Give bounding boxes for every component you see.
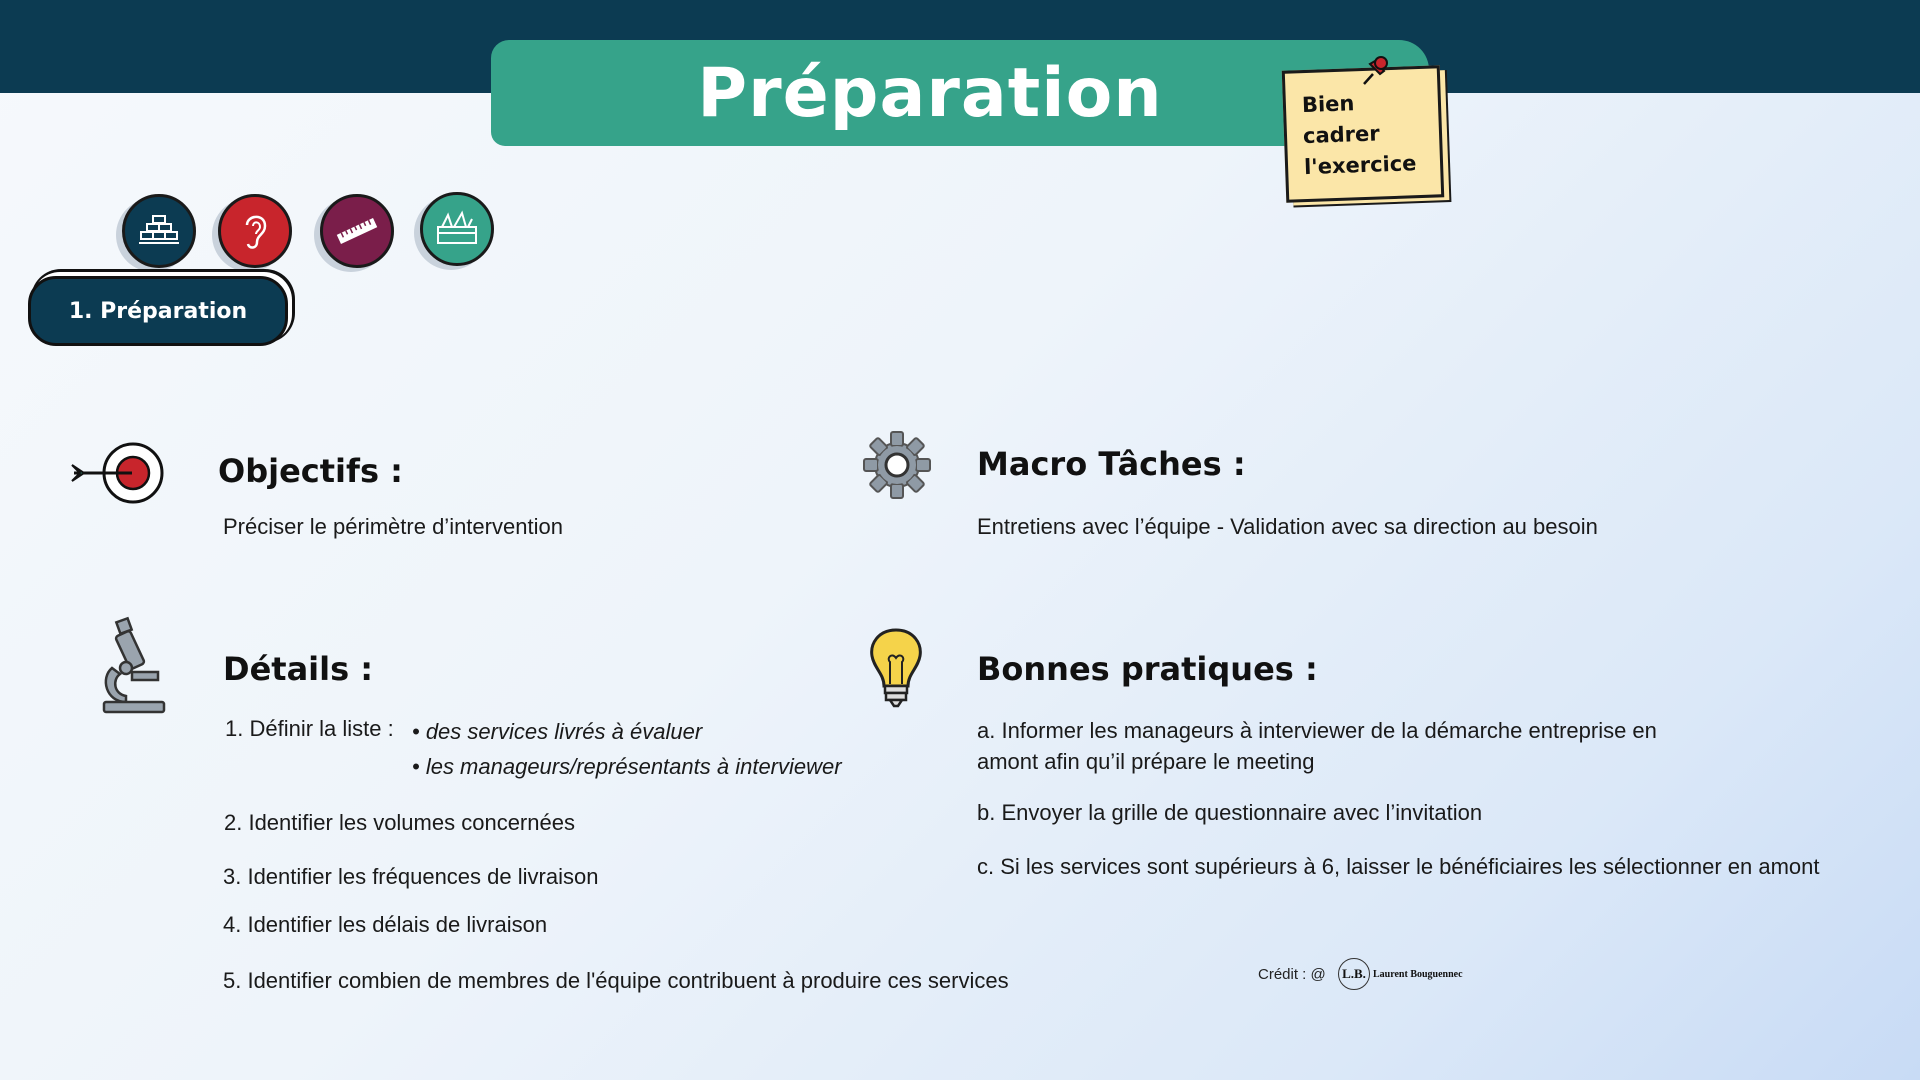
details-item-4: 4. Identifier les délais de livraison <box>223 912 548 937</box>
ruler-icon[interactable] <box>320 194 394 268</box>
details-item-5: 5. Identifier combien de membres de l'équipe contribuent à produire ces services <box>223 968 1009 993</box>
sticky-note-text: Bien cadrer l'exercice <box>1301 90 1417 179</box>
details-bullet-1: • des services livrés à évaluer <box>412 719 703 744</box>
details-item-2: 2. Identifier les volumes concernées <box>224 810 575 835</box>
bonnes-heading: Bonnes pratiques : <box>977 650 1318 688</box>
bricks-icon[interactable] <box>122 194 196 268</box>
toolbox-icon[interactable] <box>420 192 494 266</box>
macro-heading: Macro Tâches : <box>977 445 1246 483</box>
lightbulb-icon <box>866 626 926 710</box>
objectifs-text: Préciser le périmètre d’intervention <box>223 514 563 539</box>
pushpin-icon <box>1356 54 1392 90</box>
logo-initials: L.B. <box>1338 958 1370 990</box>
author-logo <box>1338 958 1463 990</box>
target-icon <box>70 440 170 506</box>
step-label <box>28 276 288 346</box>
details-bullet-2: • les manageurs/représentants à interviewer <box>412 754 842 779</box>
logo-name: Laurent Bouguennec <box>1373 968 1463 980</box>
gear-icon <box>862 430 932 500</box>
page-title: Préparation <box>697 53 1163 133</box>
details-heading: Détails : <box>223 650 374 688</box>
credit-text: Crédit : @ <box>1258 966 1326 983</box>
details-item-1: 1. Définir la liste : <box>225 716 394 741</box>
step-label-text: 1. Préparation <box>68 298 248 324</box>
objectifs-heading: Objectifs : <box>218 452 403 490</box>
ear-icon[interactable] <box>218 194 292 268</box>
bonnes-a-line1: a. Informer les manageurs à interviewer de la démarche entreprise en <box>977 718 1657 743</box>
bonnes-b: b. Envoyer la grille de questionnaire avec l’invitation <box>977 800 1483 825</box>
details-item-3: 3. Identifier les fréquences de livraison <box>223 864 599 889</box>
microscope-icon <box>96 616 172 720</box>
bonnes-a-line2: amont afin qu’il prépare le meeting <box>977 749 1315 774</box>
macro-text: Entretiens avec l’équipe - Validation avec sa direction au besoin <box>977 514 1598 539</box>
bonnes-c: c. Si les services sont supérieurs à 6, laisser le bénéficiaires les sélectionner en amont <box>977 854 1820 879</box>
